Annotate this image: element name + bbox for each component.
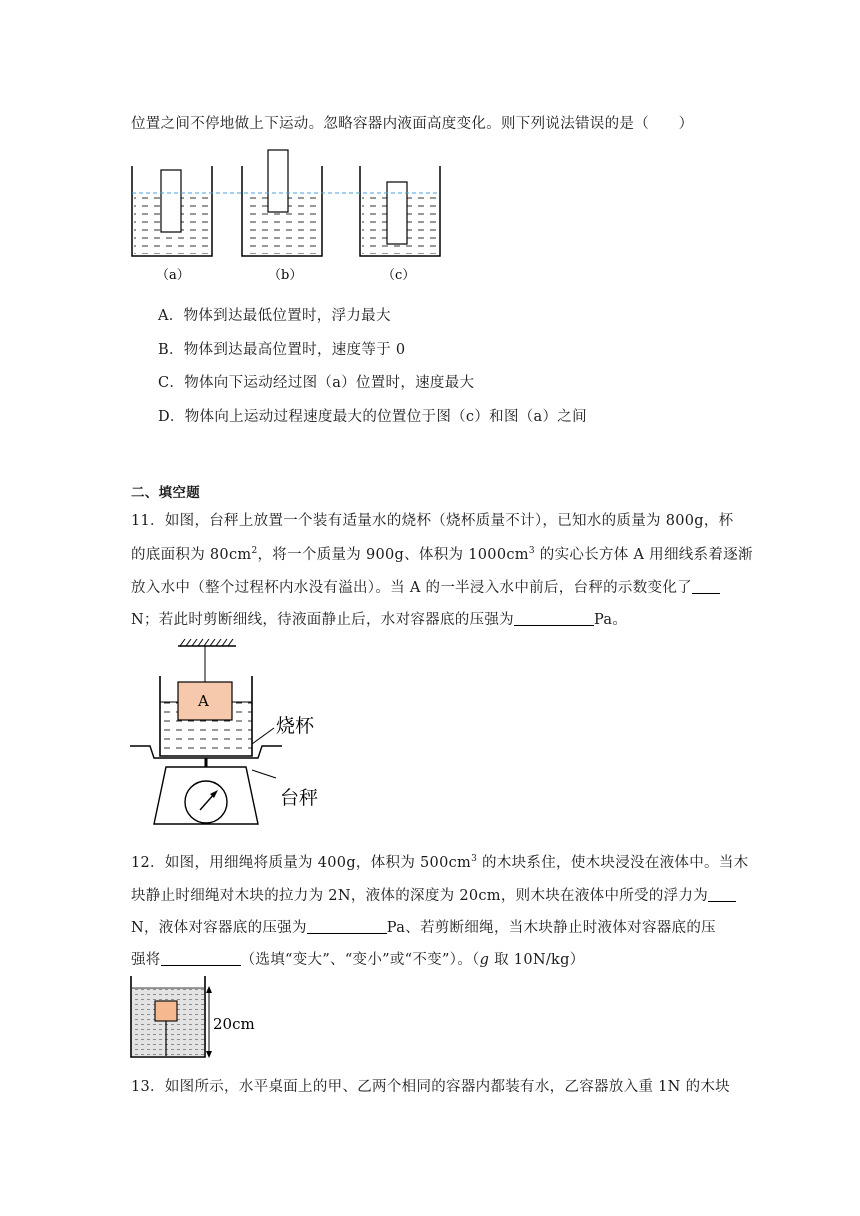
option-a: A．物体到达最低位置时，浮力最大: [158, 308, 391, 324]
label-a: （a）: [156, 268, 190, 283]
beaker-label: 烧杯: [276, 715, 315, 737]
q12-figure: [128, 972, 268, 1062]
q12-line2: 块静止时细绳对木块的拉力为 2N，液体的深度为 20cm，则木块在液体中所受的浮力为: [131, 884, 736, 905]
object-b: [268, 150, 288, 212]
q11-line2: 的底面积为 $80cm^2$，将一个质量为 900g、体积为 $1000cm^3$ 的实心长方体 A 用细线系着逐渐: [131, 546, 753, 563]
container-b: [242, 150, 322, 256]
label-b: （b）: [268, 268, 303, 283]
object-c: [387, 182, 407, 244]
scale-body: [154, 767, 258, 824]
option-b: B．物体到达最高位置时，速度等于 0: [158, 342, 406, 358]
object-a: [161, 170, 181, 232]
q13-line1: 13．如图所示，水平桌面上的甲、乙两个相同的容器内都装有水，乙容器放入重 1N 的木块: [131, 1079, 730, 1095]
q11-figure: [126, 636, 366, 834]
q12-line1: 12．如图，用细绳将质量为 400g，体积为 $500cm^3$ 的木块系住，使木块浸没在液体中。当木: [131, 854, 749, 871]
container-c: [360, 166, 440, 256]
scale-label: 台秤: [280, 787, 319, 809]
liquid: [132, 988, 204, 1056]
depth-label: 20cm: [213, 1015, 255, 1033]
q12-line3: N，液体对容器底的压强为 Pa、若剪断细绳，当木块静止时液体对容器底的压: [131, 920, 716, 936]
q10-figure: [128, 146, 448, 288]
answer-blank[interactable]: [692, 578, 720, 594]
q12-line4: 强将 （选填“变大”、“变小”或“不变”）。（g 取 10N/kg）: [131, 952, 585, 968]
answer-blank[interactable]: [161, 950, 241, 966]
answer-blank[interactable]: [708, 886, 736, 902]
scale-dial: [185, 781, 227, 823]
q10-stem-tail: 位置之间不停地做上下运动。忽略容器内液面高度变化。则下列说法错误的是（ ）: [131, 116, 694, 132]
label-c: （c）: [382, 268, 416, 283]
option-d: D．物体向上运动过程速度最大的位置位于图（c）和图（a）之间: [158, 409, 587, 425]
block-a-label: A: [198, 692, 209, 710]
q11-line3: 放入水中（整个过程杯内水没有溢出）。当 A 的一半浸入水中前后，台秤的示数变化了: [131, 576, 720, 597]
container-a: [132, 166, 212, 256]
option-c: C．物体向下运动经过图（a）位置时，速度最大: [158, 375, 475, 391]
q11-line4: N；若此时剪断细线，待液面静止后，水对容器底的压强为 Pa。: [131, 612, 628, 628]
wood-block: [155, 1001, 177, 1021]
answer-blank[interactable]: [514, 610, 594, 626]
section-heading: 二、填空题: [131, 485, 200, 501]
q11-line1: 11．如图，台秤上放置一个装有适量水的烧杯（烧杯质量不计），已知水的质量为 800g，杯: [131, 513, 734, 529]
answer-blank[interactable]: [307, 918, 387, 934]
